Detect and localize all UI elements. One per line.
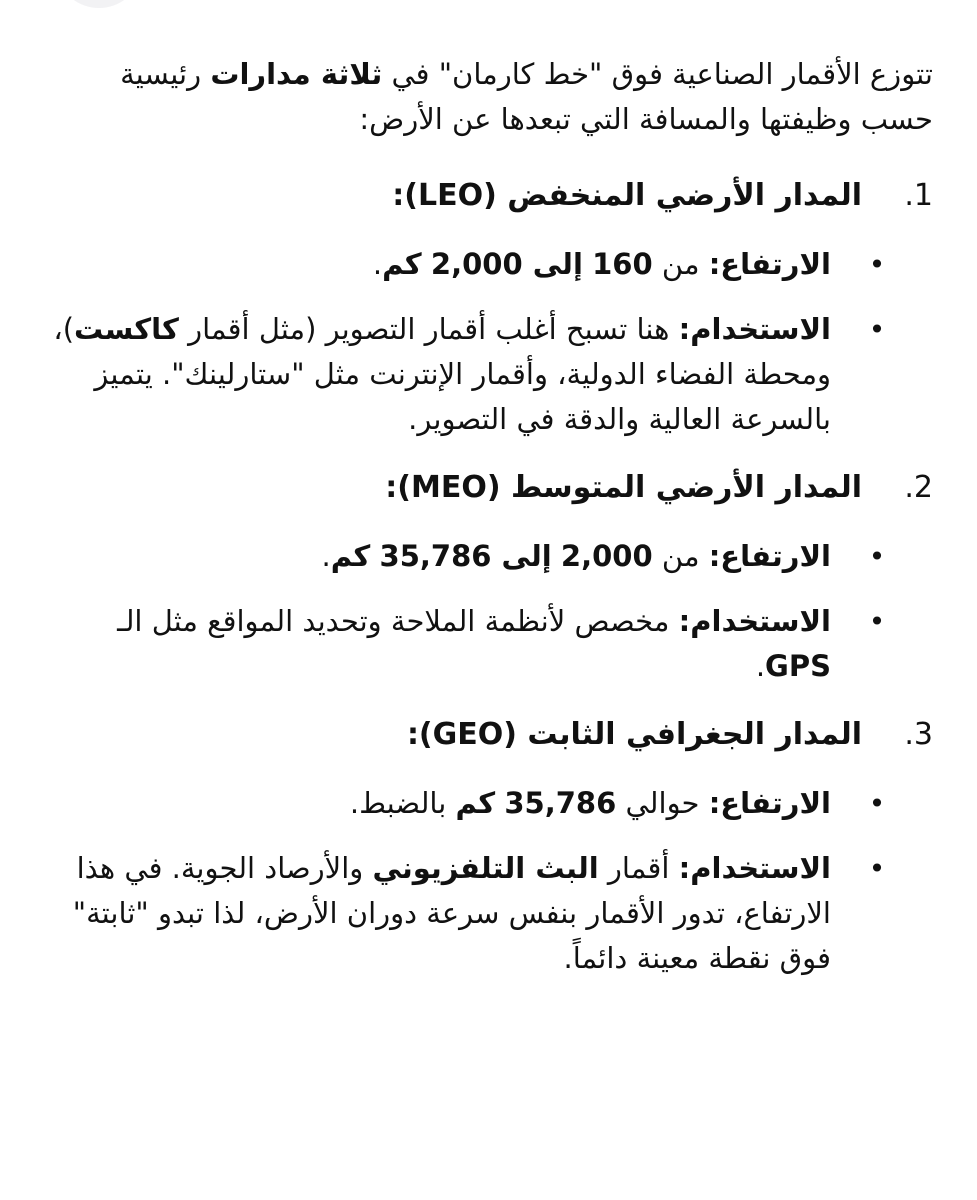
altitude-value: إلى 35,786 xyxy=(379,539,552,573)
usage-part: هنا تسبح أغلب أقمار التصوير (مثل أقمار xyxy=(178,312,679,346)
section-geo xyxy=(40,713,933,981)
altitude-part: بالضبط. xyxy=(349,786,456,820)
bullet-dot-icon: • xyxy=(868,540,886,573)
altitude-value: 2,000 xyxy=(560,539,653,573)
altitude-unit: كم xyxy=(382,247,422,281)
altitude-part xyxy=(583,247,592,281)
altitude-part xyxy=(552,539,561,573)
section-meo xyxy=(40,466,933,689)
bullet-dot-icon: • xyxy=(868,787,886,820)
usage-item xyxy=(40,307,933,442)
section-leo xyxy=(40,174,933,442)
altitude-value: 160 xyxy=(592,247,653,281)
section-title: المدار الأرضي المنخفض (LEO): xyxy=(392,178,862,213)
altitude-part: . xyxy=(372,247,383,281)
altitude-part xyxy=(422,247,431,281)
usage-emphasis: كاكست xyxy=(74,312,179,346)
bullet-dot-icon: • xyxy=(868,248,886,281)
intro-paragraph xyxy=(40,52,933,142)
altitude-value: إلى 2,000 xyxy=(430,247,583,281)
intro-text-1: تتوزع الأقمار الصناعية فوق "خط كارمان" في xyxy=(382,57,933,91)
usage-label: الاستخدام: xyxy=(678,604,831,638)
altitude-value: 35,786 xyxy=(504,786,617,820)
altitude-label: الارتفاع: xyxy=(708,786,831,820)
altitude-part: . xyxy=(321,539,331,573)
altitude-unit: كم xyxy=(330,539,371,573)
top-avatar-partial xyxy=(60,0,138,8)
section-title: المدار الأرضي المتوسط (MEO): xyxy=(385,470,862,505)
altitude-item xyxy=(40,242,933,287)
usage-part: . xyxy=(755,649,766,683)
section-heading xyxy=(40,713,933,757)
section-number: 1. xyxy=(904,178,933,213)
usage-part: والأرصاد الجوية. في هذا الارتفاع، تدور الأقمار بنفس سرعة دوران الأرض، لذا تبدو "ثابتة" فوق نقطة معينة دائماً. xyxy=(72,851,831,975)
section-number: 3. xyxy=(904,717,933,752)
bullet-dot-icon: • xyxy=(868,852,886,885)
usage-item xyxy=(40,599,933,689)
altitude-text xyxy=(40,781,831,826)
usage-emphasis: البث التلفزيوني xyxy=(372,851,599,885)
section-heading xyxy=(40,174,933,218)
altitude-text xyxy=(40,534,831,579)
usage-emphasis: GPS xyxy=(765,649,831,683)
intro-text-2: رئيسية حسب وظيفتها والمسافة التي تبعدها عن الأرض: xyxy=(120,57,933,136)
bullet-dot-icon: • xyxy=(868,605,886,638)
altitude-part xyxy=(495,786,504,820)
altitude-unit: كم xyxy=(455,786,496,820)
usage-part: مخصص لأنظمة الملاحة وتحديد المواقع مثل الـ xyxy=(117,604,679,638)
usage-label: الاستخدام: xyxy=(678,851,831,885)
section-heading xyxy=(40,466,933,510)
altitude-part: حوالي xyxy=(616,786,709,820)
altitude-label: الارتفاع: xyxy=(708,247,831,281)
altitude-item xyxy=(40,781,933,826)
section-number: 2. xyxy=(904,470,933,505)
bullet-dot-icon: • xyxy=(868,313,886,346)
usage-text xyxy=(40,599,831,689)
usage-label: الاستخدام: xyxy=(678,312,831,346)
usage-text xyxy=(40,307,831,442)
message-content xyxy=(40,52,933,1005)
altitude-part: من xyxy=(652,539,709,573)
usage-part: أقمار xyxy=(598,851,679,885)
altitude-label: الارتفاع: xyxy=(708,539,831,573)
intro-emphasis: ثلاثة مدارات xyxy=(210,57,383,91)
altitude-part: من xyxy=(652,247,709,281)
section-title: المدار الجغرافي الثابت (GEO): xyxy=(406,717,862,752)
altitude-text xyxy=(40,242,831,287)
altitude-item xyxy=(40,534,933,579)
altitude-part xyxy=(370,539,379,573)
usage-part: )، ومحطة الفضاء الدولية، وأقمار الإنترنت مثل "ستارلينك". يتميز بالسرعة العالية والدقة في التصوير. xyxy=(53,312,831,436)
usage-text xyxy=(40,846,831,981)
usage-item xyxy=(40,846,933,981)
